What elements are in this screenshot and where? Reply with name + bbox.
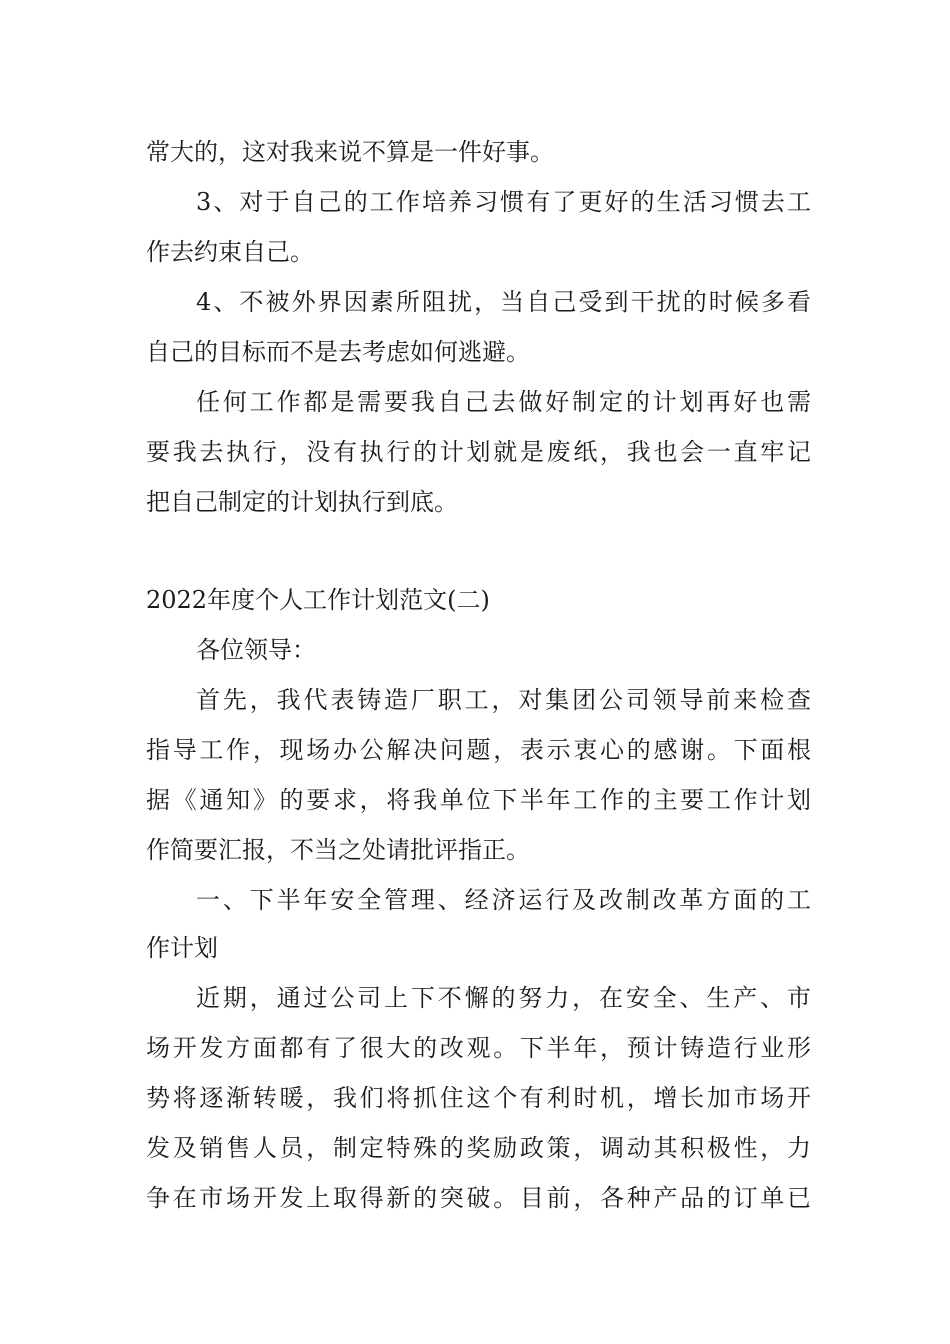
section-heading: 2022年度个人工作计划范文(二) <box>146 586 490 614</box>
text-line: 任何工作都是需要我自己去做好制定的计划再好也需 <box>196 388 811 416</box>
text-line: 发及销售人员，制定特殊的奖励政策，调动其积极性，力 <box>146 1134 811 1162</box>
salutation: 各位领导： <box>196 636 316 664</box>
text-line: 常大的，这对我来说不算是一件好事。 <box>146 138 554 166</box>
text-line: 首先，我代表铸造厂职工，对集团公司领导前来检查 <box>196 686 811 714</box>
text-line: 作去约束自己。 <box>146 238 314 266</box>
text-line: 场开发方面都有了很大的改观。下半年，预计铸造行业形 <box>146 1034 811 1062</box>
subheading-line: 作计划 <box>146 934 218 962</box>
text-line: 3、对于自己的工作培养习惯有了更好的生活习惯去工 <box>196 188 811 216</box>
subheading-line: 一、下半年安全管理、经济运行及改制改革方面的工 <box>196 886 811 914</box>
text-line: 4、不被外界因素所阻扰，当自己受到干扰的时候多看 <box>196 288 811 316</box>
text-line: 作简要汇报，不当之处请批评指正。 <box>146 836 530 864</box>
text-line: 自己的目标而不是去考虑如何逃避。 <box>146 338 530 366</box>
text-line: 指导工作，现场办公解决问题，表示衷心的感谢。下面根 <box>146 736 811 764</box>
text-line: 要我去执行，没有执行的计划就是废纸，我也会一直牢记 <box>146 438 811 466</box>
text-line: 据《通知》的要求，将我单位下半年工作的主要工作计划 <box>146 786 811 814</box>
text-line: 争在市场开发上取得新的突破。目前，各种产品的订单已 <box>146 1184 811 1212</box>
text-line: 近期，通过公司上下不懈的努力，在安全、生产、市 <box>196 984 811 1012</box>
text-line: 把自己制定的计划执行到底。 <box>146 488 458 516</box>
text-line: 势将逐渐转暖，我们将抓住这个有利时机，增长加市场开 <box>146 1084 811 1112</box>
